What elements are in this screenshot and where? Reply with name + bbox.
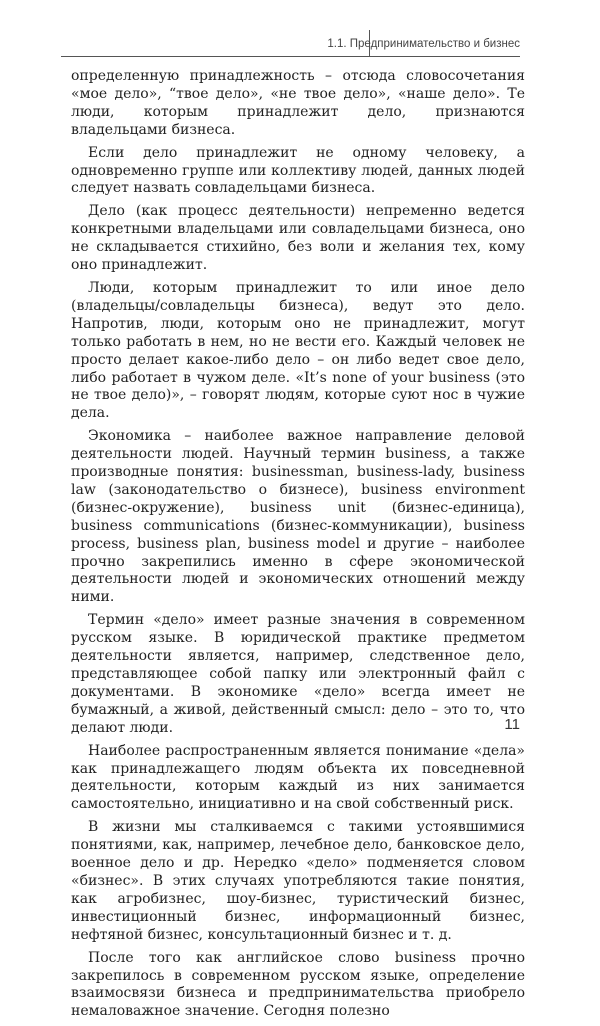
paragraph: Дело (как процесс деятельности) непременно ведется конкретными владельцами или совладельцами бизнеса, оно не складывается стихийно, без воли и желания тех, кому оно принадлежит. — [71, 203, 525, 274]
body-text — [71, 68, 525, 1026]
paragraph: Экономика – наиболее важное направление деловой деятельности людей. Научный термин business, а также производные понятия: businessman, business-lady, business law (законодательство о бизнесе), business environment (бизнес-окружение), business unit (бизнес-единица), business communications (бизнес-коммуникации), business process, business plan, business model и другие – наиболее прочно закрепились именно в сфере экономической деятельности людей и экономических отношений между ними. — [71, 428, 525, 606]
paragraph: Люди, которым принадлежит то или иное дело (владельцы/совладельцы бизнеса), ведут это дело. Напротив, люди, которым оно не принадлежит, могут только работать в нем, но не вести его. Каждый человек не просто делает какое-либо дело – он либо ведет свое дело, либо работает в чужом деле. «It’s none of your business (это не твое дело)», – говорят людям, которые суют нос в чужие дела. — [71, 279, 525, 422]
paragraph: После того как английское слово business прочно закрепилось в современном русском языке, определение взаимосвязи бизнеса и предпринимательства приобрело немаловажное значение. Сегодня полезно — [71, 949, 525, 1020]
paragraph: Если дело принадлежит не одному человеку, а одновременно группе или коллективу людей, данных людей следует назвать совладельцами бизнеса. — [71, 144, 525, 197]
running-header — [61, 30, 520, 57]
page-number: 11 — [504, 716, 520, 733]
paragraph: Наиболее распространенным является понимание «дела» как принадлежащего людям объекта их повседневной деятельности, которым каждый из них занимается самостоятельно, инициативно и на свой собственный риск. — [71, 742, 525, 813]
paragraph: определенную принадлежность – отсюда словосочетания «мое дело», “твое дело», «не твое дело», «наше дело». Те люди, которым принадлежит дело, признаются владельцами бизнеса. — [71, 68, 525, 138]
paragraph: Термин «дело» имеет разные значения в современном русском языке. В юридической практике предметом деятельности является, например, следственное дело, представляющее собой папку или электронный файл с документами. В экономике «дело» всегда имеет не бумажный, а живой, действенный смысл: дело – это то, что делают люди. — [71, 612, 525, 736]
section-title: 1.1. Предпринимательство и бизнес — [327, 38, 520, 50]
paragraph: В жизни мы сталкиваемся с такими устоявшимися понятиями, как, например, лечебное дело, банковское дело, военное дело и др. Нередко «дело» подменяется словом «бизнес». В этих случаях употребляются такие понятия, как агробизнес, шоу-бизнес, туристический бизнес, инвестиционный бизнес, информационный бизнес, нефтяной бизнес, консультационный бизнес и т. д. — [71, 819, 525, 943]
